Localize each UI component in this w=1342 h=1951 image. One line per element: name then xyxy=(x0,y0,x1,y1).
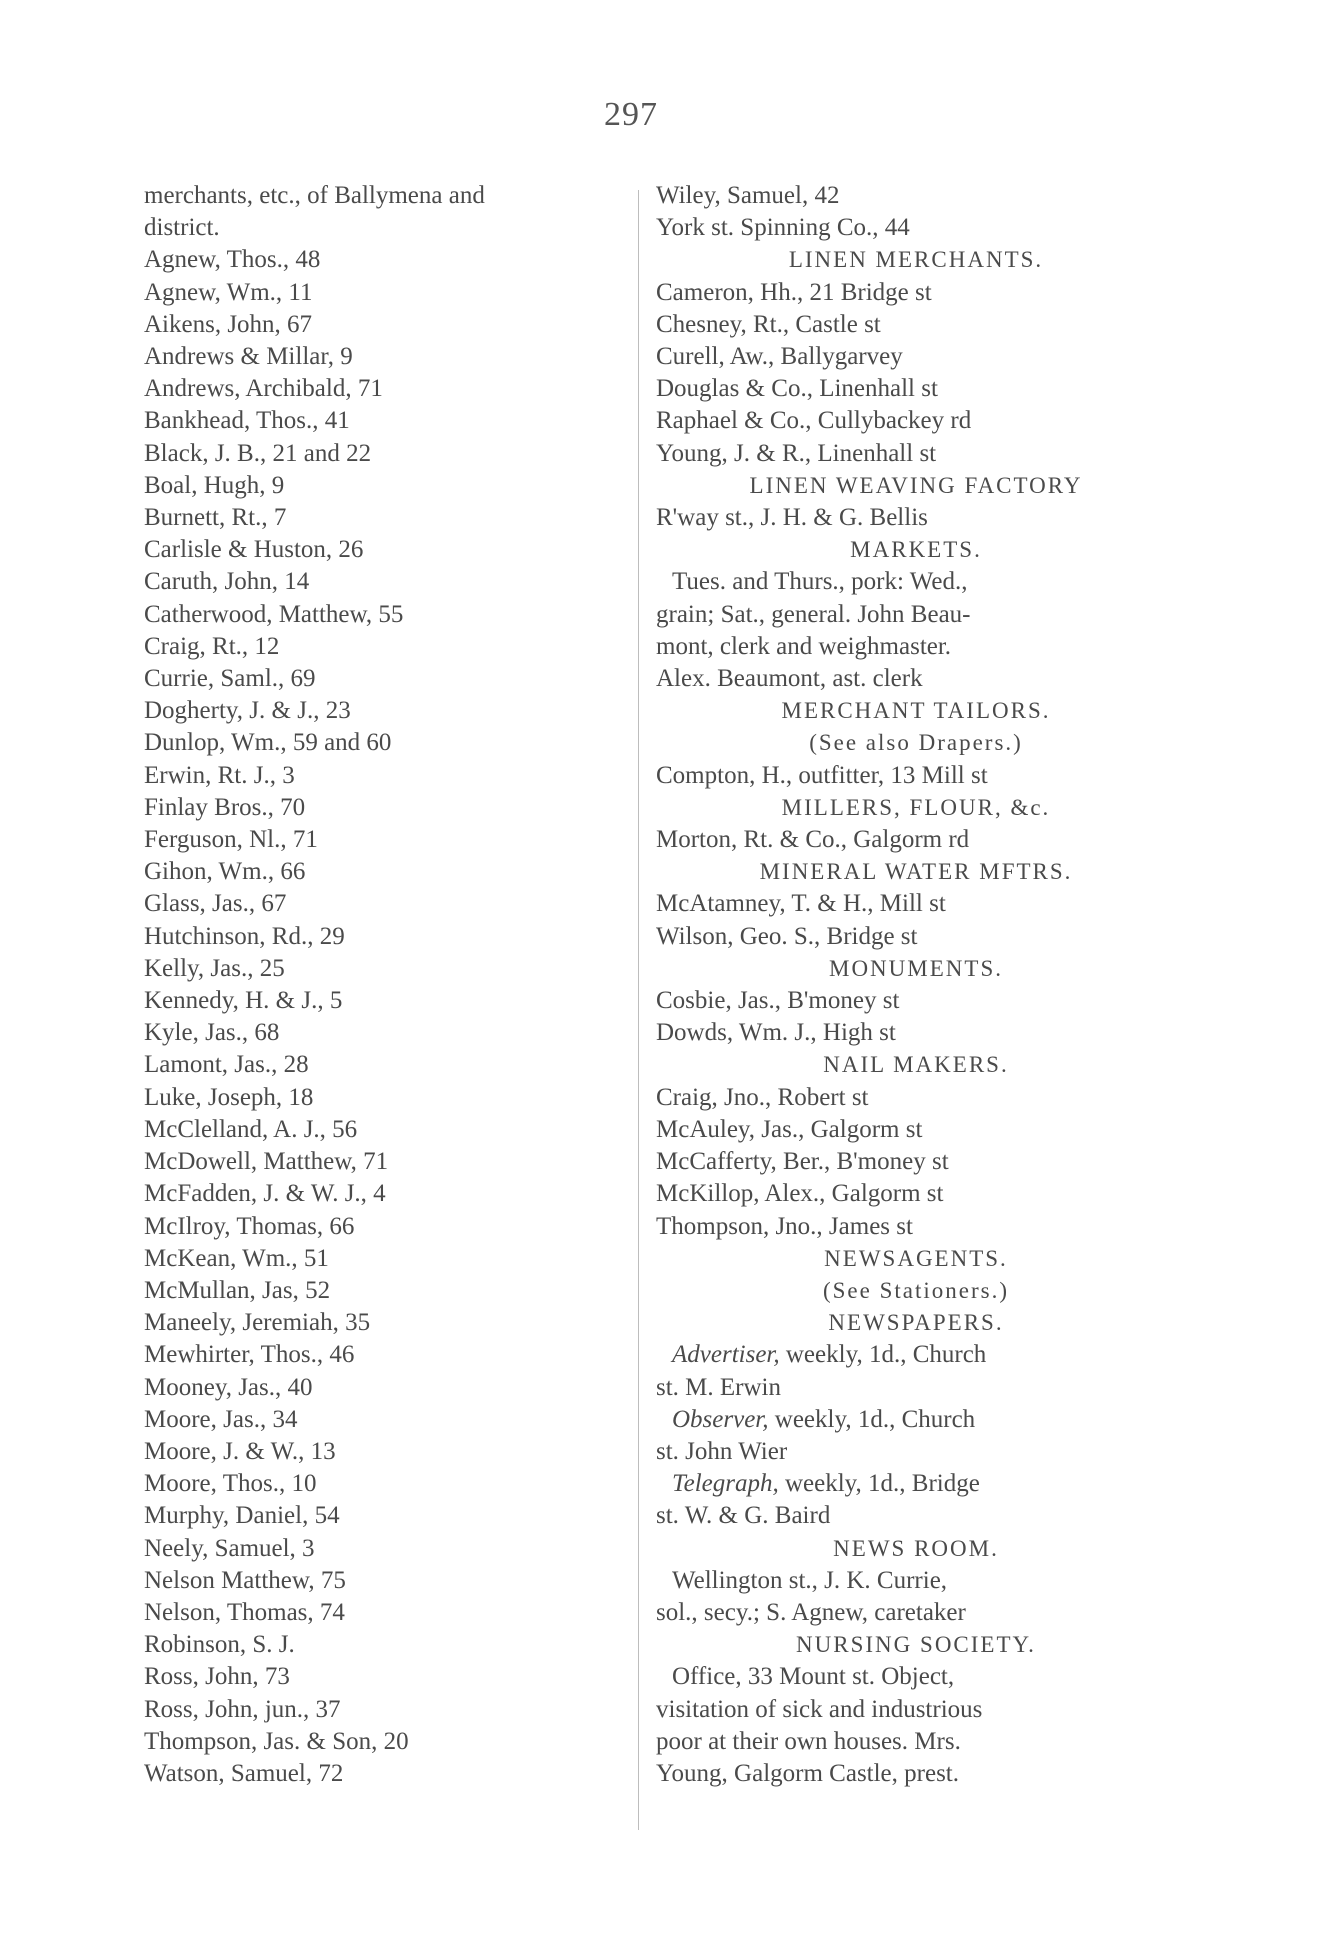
directory-entry: Craig, Jno., Robert st xyxy=(656,1083,869,1111)
directory-entry: Mooney, Jas., 40 xyxy=(144,1373,313,1401)
directory-entry: Erwin, Rt. J., 3 xyxy=(144,761,295,789)
directory-entry: Moore, Thos., 10 xyxy=(144,1470,317,1498)
directory-entry: Mewhirter, Thos., 46 xyxy=(144,1341,355,1369)
section-heading: MARKETS. xyxy=(850,537,982,563)
directory-entry: McFadden, J. & W. J., 4 xyxy=(144,1180,386,1208)
entry-text: weekly, 1d., Bridge xyxy=(778,1470,980,1498)
directory-entry: McKean, Wm., 51 xyxy=(144,1244,329,1272)
directory-entry: Dunlop, Wm., 59 and 60 xyxy=(144,729,392,757)
directory-entry: Maneely, Jeremiah, 35 xyxy=(144,1309,371,1337)
directory-entry: McClelland, A. J., 56 xyxy=(144,1115,358,1143)
directory-entry: Craig, Rt., 12 xyxy=(144,632,280,660)
directory-entry: Kyle, Jas., 68 xyxy=(144,1019,280,1047)
section-heading: NAIL MAKERS. xyxy=(823,1052,1009,1078)
directory-entry: Ferguson, Nl., 71 xyxy=(144,826,318,854)
directory-entry: Ross, John, 73 xyxy=(144,1663,290,1691)
section-heading: (See Stationers.) xyxy=(822,1277,1009,1303)
directory-entry: Dogherty, J. & J., 23 xyxy=(144,697,351,725)
directory-entry: Agnew, Thos., 48 xyxy=(144,246,321,274)
directory-entry: Aikens, John, 67 xyxy=(144,310,313,338)
directory-entry: poor at their own houses. Mrs. xyxy=(656,1727,961,1755)
section-heading: NEWSPAPERS. xyxy=(828,1310,1004,1336)
section-heading: NEWS ROOM. xyxy=(833,1535,999,1561)
section-heading: MINERAL WATER MFTRS. xyxy=(759,859,1073,885)
directory-entry: Burnett, Rt., 7 xyxy=(144,504,287,532)
directory-entry: Young, J. & R., Linenhall st xyxy=(656,439,937,467)
directory-entry: sol., secy.; S. Agnew, caretaker xyxy=(656,1598,966,1626)
directory-entry: McDowell, Matthew, 71 xyxy=(144,1148,389,1176)
directory-entry: visitation of sick and industrious xyxy=(656,1695,983,1723)
section-heading: NURSING SOCIETY. xyxy=(796,1632,1036,1658)
directory-entry: Catherwood, Matthew, 55 xyxy=(144,600,404,628)
left-column xyxy=(144,180,624,1790)
directory-entry: Boal, Hugh, 9 xyxy=(144,471,285,499)
directory-entry: Wilson, Geo. S., Bridge st xyxy=(656,922,918,950)
directory-entry: Finlay Bros., 70 xyxy=(144,793,306,821)
directory-entry: Glass, Jas., 67 xyxy=(144,890,287,918)
directory-entry: grain; Sat., general. John Beau- xyxy=(656,600,971,628)
directory-entry: McMullan, Jas, 52 xyxy=(144,1276,331,1304)
right-column xyxy=(656,180,1176,1790)
directory-entry: Wiley, Samuel, 42 xyxy=(656,182,840,209)
paragraph-line xyxy=(656,1468,1176,1500)
directory-entry: st. M. Erwin xyxy=(656,1373,781,1401)
directory-entry: Caruth, John, 14 xyxy=(144,568,310,596)
directory-entry: Kelly, Jas., 25 xyxy=(144,954,285,982)
section-heading: NEWSAGENTS. xyxy=(824,1245,1008,1271)
directory-entry: McKillop, Alex., Galgorm st xyxy=(656,1180,944,1208)
directory-entry: mont, clerk and weighmaster. xyxy=(656,632,952,660)
paragraph-line: Office, 33 Mount st. Object, xyxy=(672,1663,955,1691)
directory-entry: Moore, Jas., 34 xyxy=(144,1405,298,1433)
directory-entry: McAtamney, T. & H., Mill st xyxy=(656,890,946,918)
paragraph-line: Wellington st., J. K. Currie, xyxy=(672,1566,948,1594)
directory-entry: Chesney, Rt., Castle st xyxy=(656,310,881,338)
publication-title: Observer, xyxy=(672,1405,769,1433)
section-heading: MONUMENTS. xyxy=(829,955,1003,981)
publication-title: Telegraph, xyxy=(672,1470,779,1498)
directory-entry: Nelson Matthew, 75 xyxy=(144,1566,346,1594)
directory-entry: Bankhead, Thos., 41 xyxy=(144,407,350,435)
directory-entry: York st. Spinning Co., 44 xyxy=(656,214,910,242)
directory-entry: Kennedy, H. & J., 5 xyxy=(144,987,343,1015)
directory-entry: Cosbie, Jas., B'money st xyxy=(656,987,900,1015)
directory-entry: Carlisle & Huston, 26 xyxy=(144,536,364,564)
directory-entry: Gihon, Wm., 66 xyxy=(144,858,306,886)
section-heading: (See also Drapers.) xyxy=(809,730,1023,756)
entry-text: weekly, 1d., Church xyxy=(779,1341,987,1369)
directory-entry: McCafferty, Ber., B'money st xyxy=(656,1148,949,1176)
directory-entry: Andrews, Archibald, 71 xyxy=(144,375,383,403)
directory-entry: Watson, Samuel, 72 xyxy=(144,1759,344,1787)
directory-entry: R'way st., J. H. & G. Bellis xyxy=(656,504,928,532)
directory-entry: Raphael & Co., Cullybackey rd xyxy=(656,407,972,435)
directory-entry: McIlroy, Thomas, 66 xyxy=(144,1212,355,1240)
section-heading: MERCHANT TAILORS. xyxy=(781,698,1051,724)
text-line: district. xyxy=(144,214,220,242)
page-number: 297 xyxy=(604,96,658,133)
directory-entry: Compton, H., outfitter, 13 Mill st xyxy=(656,761,988,789)
directory-entry: Ross, John, jun., 37 xyxy=(144,1695,341,1723)
directory-entry: Lamont, Jas., 28 xyxy=(144,1051,309,1079)
paragraph-line xyxy=(656,1339,1176,1371)
section-heading: LINEN WEAVING FACTORY xyxy=(749,472,1083,498)
directory-entry: Moore, J. & W., 13 xyxy=(144,1437,336,1465)
directory-entry: Hutchinson, Rd., 29 xyxy=(144,922,345,950)
directory-entry: Robinson, S. J. xyxy=(144,1631,295,1659)
directory-entry: Andrews & Millar, 9 xyxy=(144,343,353,371)
section-heading: MILLERS, FLOUR, &c. xyxy=(781,794,1051,820)
column-divider xyxy=(638,190,639,1830)
directory-entry: Curell, Aw., Ballygarvey xyxy=(656,343,903,371)
directory-entry: Thompson, Jas. & Son, 20 xyxy=(144,1727,409,1755)
directory-entry: Alex. Beaumont, ast. clerk xyxy=(656,665,923,693)
directory-entry: Morton, Rt. & Co., Galgorm rd xyxy=(656,826,970,854)
directory-entry: st. John Wier xyxy=(656,1437,788,1465)
section-heading: LINEN MERCHANTS. xyxy=(788,247,1044,273)
directory-entry: Dowds, Wm. J., High st xyxy=(656,1019,896,1047)
directory-entry: Thompson, Jno., James st xyxy=(656,1212,913,1240)
directory-entry: Douglas & Co., Linenhall st xyxy=(656,375,938,403)
directory-entry: Nelson, Thomas, 74 xyxy=(144,1598,345,1626)
paragraph-line: Tues. and Thurs., pork: Wed., xyxy=(672,568,968,596)
directory-entry: Neely, Samuel, 3 xyxy=(144,1534,315,1562)
directory-entry: Cameron, Hh., 21 Bridge st xyxy=(656,278,932,306)
publication-title: Advertiser, xyxy=(672,1341,780,1369)
paragraph-line xyxy=(656,1404,1176,1436)
directory-entry: McAuley, Jas., Galgorm st xyxy=(656,1115,923,1143)
directory-entry: Currie, Saml., 69 xyxy=(144,665,316,693)
directory-entry: Luke, Joseph, 18 xyxy=(144,1083,314,1111)
directory-entry: Black, J. B., 21 and 22 xyxy=(144,439,372,467)
entry-text: weekly, 1d., Church xyxy=(768,1405,976,1433)
directory-entry: Agnew, Wm., 11 xyxy=(144,278,313,306)
directory-entry: Murphy, Daniel, 54 xyxy=(144,1502,340,1530)
text-line: merchants, etc., of Ballymena and xyxy=(144,182,485,209)
directory-entry: st. W. & G. Baird xyxy=(656,1502,831,1530)
directory-entry: Young, Galgorm Castle, prest. xyxy=(656,1759,960,1787)
